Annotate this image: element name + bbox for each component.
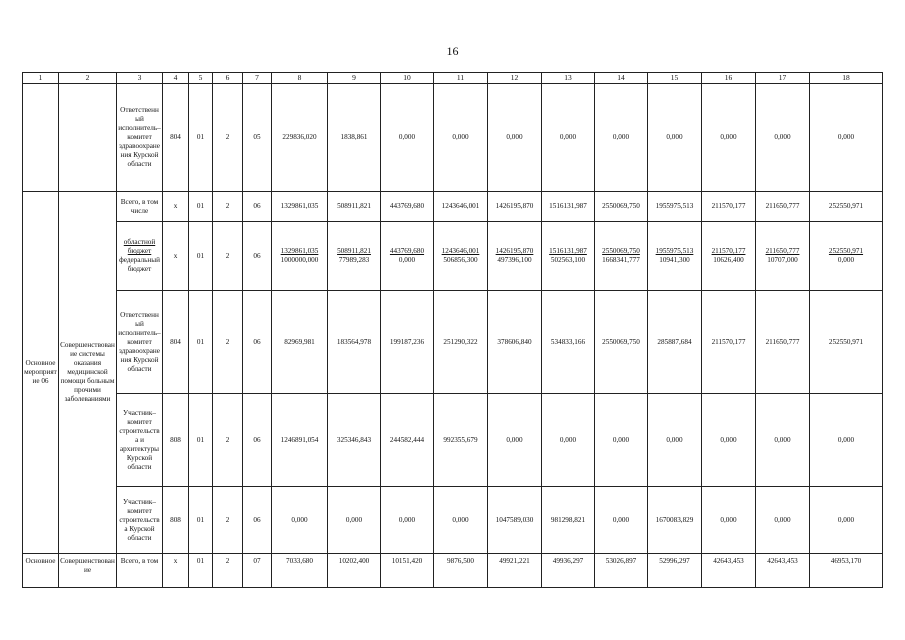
regional-amount: 2550069,750 xyxy=(602,247,640,255)
amount-cell: 252550,971 xyxy=(810,192,883,222)
federal-amount: 10941,300 xyxy=(659,256,690,264)
code-cell: 804 xyxy=(163,84,189,192)
amount-cell: 2550069,750 xyxy=(595,192,648,222)
regional-amount: 443769,680 xyxy=(389,247,425,255)
code-cell: 06 xyxy=(243,192,272,222)
amount-cell xyxy=(702,222,756,291)
regional-budget-label: областной бюджет xyxy=(123,238,156,255)
amount-cell: 7033,680 xyxy=(272,554,328,588)
executor-cell: Ответственный исполнитель– комитет здравоохранения Курской области xyxy=(117,291,163,394)
page-number: 16 xyxy=(446,44,459,58)
table-cell xyxy=(23,84,59,192)
amount-cell xyxy=(595,222,648,291)
amount-cell xyxy=(810,222,883,291)
federal-amount: 502563,100 xyxy=(550,256,586,264)
amount-cell: 211650,777 xyxy=(756,192,810,222)
code-cell: 06 xyxy=(243,222,272,291)
executor-cell xyxy=(117,222,163,291)
regional-amount: 1955975,513 xyxy=(655,247,694,255)
amount-cell: 981298,821 xyxy=(542,487,595,554)
code-cell: 01 xyxy=(189,222,213,291)
amount-cell: 10151,420 xyxy=(381,554,434,588)
amount-cell: 49936,297 xyxy=(542,554,595,588)
federal-amount: 1668341,777 xyxy=(602,256,640,264)
executor-cell: Всего, в том числе xyxy=(117,192,163,222)
executor-cell: Всего, в том xyxy=(117,554,163,588)
amount-cell: 0,000 xyxy=(542,394,595,487)
column-header: 9 xyxy=(328,73,381,84)
amount-cell: 0,000 xyxy=(272,487,328,554)
executor-cell: Участник– комитет строительства Курской области xyxy=(117,487,163,554)
column-header: 2 xyxy=(59,73,117,84)
column-header: 16 xyxy=(702,73,756,84)
amount-cell: 1329861,035 xyxy=(272,192,328,222)
code-cell: 05 xyxy=(243,84,272,192)
amount-cell: 325346,843 xyxy=(328,394,381,487)
amount-cell: 0,000 xyxy=(434,84,488,192)
amount-cell: 0,000 xyxy=(756,84,810,192)
amount-cell: 0,000 xyxy=(595,84,648,192)
budget-table xyxy=(22,72,883,588)
column-header: 15 xyxy=(648,73,702,84)
code-cell: 2 xyxy=(213,291,243,394)
amount-cell: 1426195,870 xyxy=(488,192,542,222)
code-cell: x xyxy=(163,554,189,588)
federal-amount: 1000000,000 xyxy=(280,256,319,264)
code-cell: 01 xyxy=(189,487,213,554)
column-header: 1 xyxy=(23,73,59,84)
column-header: 8 xyxy=(272,73,328,84)
event-title-cell: Совершенствование системы оказания медицинской помощи больным прочими заболеваниями xyxy=(59,192,117,554)
amount-cell xyxy=(272,222,328,291)
federal-amount: 10626,400 xyxy=(713,256,744,264)
amount-cell: 199187,236 xyxy=(381,291,434,394)
regional-amount: 1243646,001 xyxy=(441,247,480,255)
code-cell: 06 xyxy=(243,394,272,487)
table-row xyxy=(23,222,883,291)
executor-cell: Ответственный исполнитель– комитет здравоохранения Курской области xyxy=(117,84,163,192)
amount-cell: 42643,453 xyxy=(702,554,756,588)
federal-budget-label: федеральный бюджет xyxy=(119,256,160,273)
amount-cell: 252550,971 xyxy=(810,291,883,394)
column-header: 7 xyxy=(243,73,272,84)
amount-cell: 443769,680 xyxy=(381,192,434,222)
amount-cell: 1243646,001 xyxy=(434,192,488,222)
amount-cell: 211570,177 xyxy=(702,291,756,394)
code-cell: 06 xyxy=(243,291,272,394)
column-header: 13 xyxy=(542,73,595,84)
amount-cell: 992355,679 xyxy=(434,394,488,487)
federal-amount: 10707,000 xyxy=(767,256,798,264)
code-cell: 01 xyxy=(189,192,213,222)
amount-cell xyxy=(328,222,381,291)
code-cell: 2 xyxy=(213,84,243,192)
amount-cell: 53026,897 xyxy=(595,554,648,588)
amount-cell: 0,000 xyxy=(595,394,648,487)
amount-cell: 0,000 xyxy=(648,84,702,192)
federal-amount: 0,000 xyxy=(837,256,855,264)
amount-cell: 0,000 xyxy=(648,394,702,487)
amount-cell: 1246891,054 xyxy=(272,394,328,487)
amount-cell: 285887,684 xyxy=(648,291,702,394)
amount-cell: 534833,166 xyxy=(542,291,595,394)
event-name-cell: Основное xyxy=(23,554,59,588)
amount-cell xyxy=(542,222,595,291)
amount-cell xyxy=(488,222,542,291)
table-row xyxy=(23,394,883,487)
amount-cell: 0,000 xyxy=(488,84,542,192)
column-header: 4 xyxy=(163,73,189,84)
column-header: 12 xyxy=(488,73,542,84)
amount-cell: 49921,221 xyxy=(488,554,542,588)
amount-cell: 9876,500 xyxy=(434,554,488,588)
amount-cell: 211570,177 xyxy=(702,192,756,222)
amount-cell: 1047589,030 xyxy=(488,487,542,554)
regional-amount: 211650,777 xyxy=(765,247,800,255)
code-cell: 01 xyxy=(189,554,213,588)
code-cell: 2 xyxy=(213,554,243,588)
event-name-cell: Основное мероприятие 06 xyxy=(23,192,59,554)
amount-cell: 0,000 xyxy=(434,487,488,554)
amount-cell: 10202,400 xyxy=(328,554,381,588)
column-header: 5 xyxy=(189,73,213,84)
amount-cell: 0,000 xyxy=(488,394,542,487)
code-cell: 2 xyxy=(213,487,243,554)
amount-cell: 0,000 xyxy=(702,487,756,554)
amount-cell: 183564,978 xyxy=(328,291,381,394)
amount-cell xyxy=(648,222,702,291)
amount-cell: 0,000 xyxy=(810,394,883,487)
code-cell: 804 xyxy=(163,291,189,394)
amount-cell: 508911,821 xyxy=(328,192,381,222)
amount-cell xyxy=(434,222,488,291)
amount-cell: 0,000 xyxy=(328,487,381,554)
amount-cell: 0,000 xyxy=(756,487,810,554)
header-row xyxy=(23,73,883,84)
code-cell: 808 xyxy=(163,487,189,554)
amount-cell: 244582,444 xyxy=(381,394,434,487)
amount-cell xyxy=(381,222,434,291)
code-cell: x xyxy=(163,222,189,291)
regional-amount: 1329861,035 xyxy=(280,247,319,255)
amount-cell: 1670083,829 xyxy=(648,487,702,554)
amount-cell: 0,000 xyxy=(810,487,883,554)
regional-amount: 1516131,987 xyxy=(549,247,587,255)
regional-amount: 211570,177 xyxy=(711,247,746,255)
column-header: 6 xyxy=(213,73,243,84)
regional-amount: 508911,821 xyxy=(337,247,371,255)
table-row xyxy=(23,291,883,394)
amount-cell: 211650,777 xyxy=(756,291,810,394)
amount-cell: 0,000 xyxy=(381,84,434,192)
column-header: 3 xyxy=(117,73,163,84)
code-cell: 01 xyxy=(189,84,213,192)
amount-cell: 0,000 xyxy=(381,487,434,554)
amount-cell: 42643,453 xyxy=(756,554,810,588)
amount-cell: 46953,170 xyxy=(810,554,883,588)
code-cell: 01 xyxy=(189,291,213,394)
code-cell: 2 xyxy=(213,394,243,487)
amount-cell: 0,000 xyxy=(810,84,883,192)
code-cell: 2 xyxy=(213,222,243,291)
amount-cell: 2550069,750 xyxy=(595,291,648,394)
amount-cell: 0,000 xyxy=(542,84,595,192)
code-cell: x xyxy=(163,192,189,222)
column-header: 18 xyxy=(810,73,883,84)
table-row xyxy=(23,84,883,192)
amount-cell: 1838,861 xyxy=(328,84,381,192)
amount-cell: 1955975,513 xyxy=(648,192,702,222)
column-header: 10 xyxy=(381,73,434,84)
federal-amount: 77989,283 xyxy=(338,256,370,264)
amount-cell: 0,000 xyxy=(702,84,756,192)
amount-cell: 378606,840 xyxy=(488,291,542,394)
table-row xyxy=(23,487,883,554)
event-title-cell: Совершенствование xyxy=(59,554,117,588)
amount-cell: 0,000 xyxy=(702,394,756,487)
column-header: 14 xyxy=(595,73,648,84)
federal-amount: 497396,100 xyxy=(497,256,532,264)
executor-cell: Участник– комитет строительства и архитектуры Курской области xyxy=(117,394,163,487)
amount-cell: 52996,297 xyxy=(648,554,702,588)
amount-cell xyxy=(756,222,810,291)
amount-cell: 0,000 xyxy=(756,394,810,487)
table-row xyxy=(23,192,883,222)
code-cell: 01 xyxy=(189,394,213,487)
amount-cell: 0,000 xyxy=(595,487,648,554)
table-row xyxy=(23,554,883,588)
column-header: 11 xyxy=(434,73,488,84)
federal-amount: 0,000 xyxy=(398,256,416,264)
column-header: 17 xyxy=(756,73,810,84)
code-cell: 808 xyxy=(163,394,189,487)
federal-amount: 506856,300 xyxy=(443,256,478,264)
regional-amount: 1426195,870 xyxy=(495,247,534,255)
amount-cell: 229836,020 xyxy=(272,84,328,192)
table-cell xyxy=(59,84,117,192)
regional-amount: 252550,971 xyxy=(828,247,864,255)
code-cell: 06 xyxy=(243,487,272,554)
amount-cell: 82969,981 xyxy=(272,291,328,394)
amount-cell: 1516131,987 xyxy=(542,192,595,222)
code-cell: 2 xyxy=(213,192,243,222)
amount-cell: 251290,322 xyxy=(434,291,488,394)
code-cell: 07 xyxy=(243,554,272,588)
